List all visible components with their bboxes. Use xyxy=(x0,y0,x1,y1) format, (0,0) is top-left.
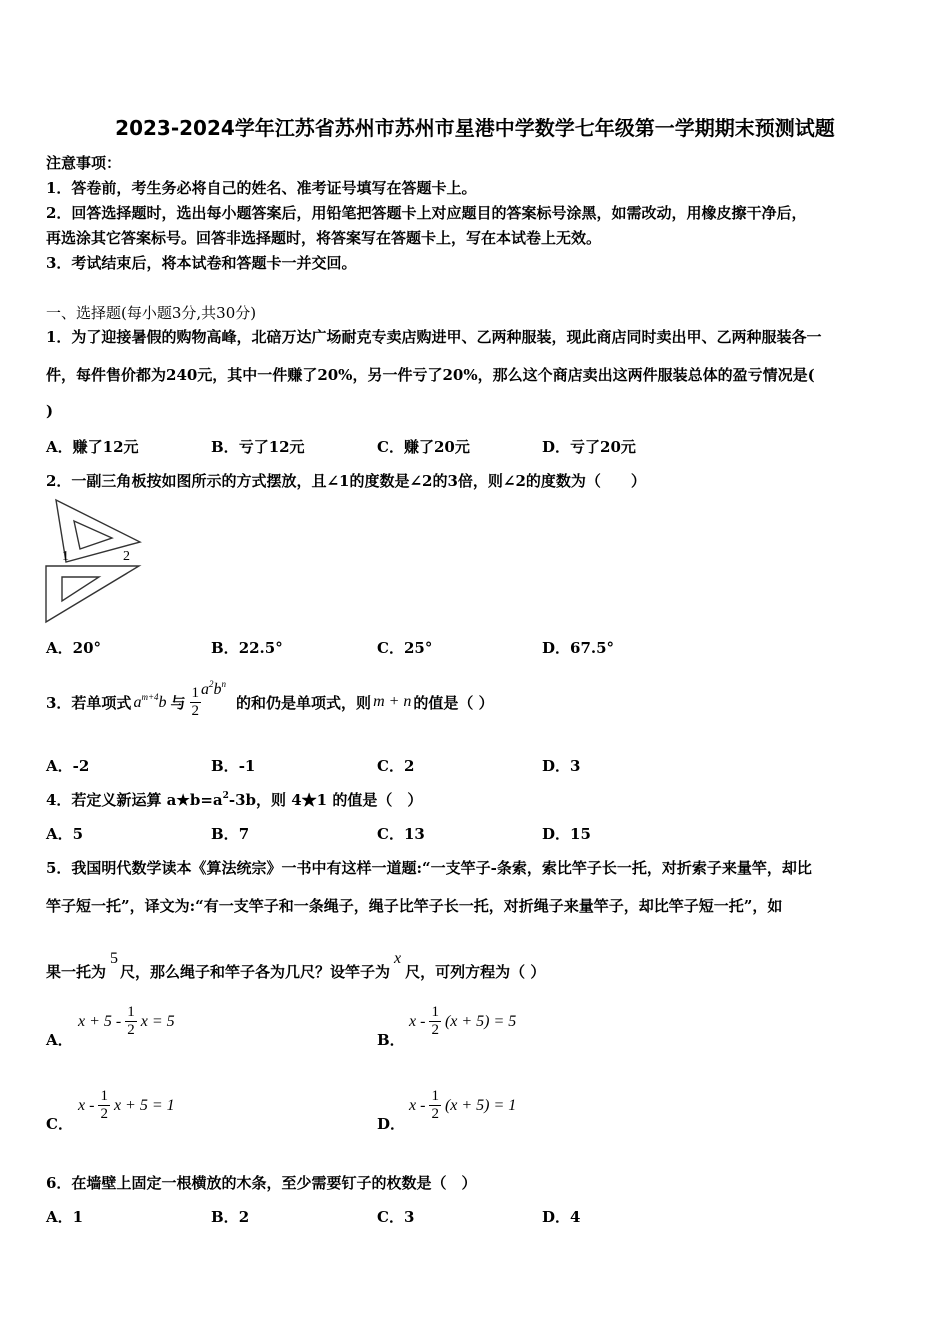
eq-part: x - xyxy=(409,1096,426,1114)
q1-option-b xyxy=(211,436,305,457)
q5-line: 竿子短一托”，译文为:“有一支竿子和一条绳子，绳子比竿子长一托，对折绳子来量竿子，却比竿子短一托”，如 xyxy=(46,897,783,915)
option-label: A． xyxy=(46,757,73,775)
numerator: 1 xyxy=(431,1088,439,1104)
q5-text: 尺，那么绳子和竿子各为几尺？设竿子为 xyxy=(120,963,391,981)
option-label: C． xyxy=(377,639,404,657)
q2-option-d xyxy=(542,637,614,658)
option-text: 67.5° xyxy=(570,639,615,657)
option-label: B． xyxy=(211,825,239,843)
q4-option-c xyxy=(377,823,425,844)
q3-option-d xyxy=(542,755,580,776)
q1-option-a xyxy=(46,436,139,457)
q3-option-a xyxy=(46,755,89,776)
option-label: B． xyxy=(211,438,239,456)
option-label: D． xyxy=(542,639,571,657)
q5-option-d-equation xyxy=(409,1088,516,1123)
eq-part: (x + 5) = 5 xyxy=(444,1012,517,1030)
q4-option-b xyxy=(211,823,249,844)
option-label: D． xyxy=(542,1208,571,1226)
q4-stem-a: 4．若定义新运算 a★b=a xyxy=(46,791,223,809)
q6-option-b xyxy=(211,1206,249,1227)
var-b: b xyxy=(158,694,167,711)
lower-triangle-inner xyxy=(62,577,99,601)
notice-heading: 注意事项： xyxy=(46,154,122,172)
option-label: A． xyxy=(46,438,73,456)
q5-line-3 xyxy=(46,942,545,982)
eq-fraction xyxy=(125,1004,137,1039)
q5-line: 5．我国明代数学读本《算法统宗》一书中有这样一道题:“一支竿子-条索，索比竿子长一托，对折索子来量竿，却比 xyxy=(46,859,812,877)
denominator: 2 xyxy=(191,702,200,719)
option-label: A． xyxy=(46,825,73,843)
q3-suffix-2: 的值是（ ） xyxy=(413,693,494,712)
numerator: 1 xyxy=(191,684,200,701)
q3-option-c xyxy=(377,755,414,776)
option-label: D． xyxy=(542,757,571,775)
q3-prefix: 3．若单项式 xyxy=(46,693,132,712)
option-text: 亏了20元 xyxy=(570,438,636,456)
option-text: 25° xyxy=(403,639,433,657)
option-label: B． xyxy=(211,639,239,657)
option-text: -2 xyxy=(72,757,90,775)
lower-triangle-outer xyxy=(46,566,139,622)
q5-option-a-equation xyxy=(78,1004,175,1039)
option-label: B． xyxy=(211,1208,239,1226)
var-b: b xyxy=(213,681,222,698)
eq-part: x - xyxy=(409,1012,426,1030)
eq-part: x + 5 = 1 xyxy=(113,1096,175,1114)
var-a: a xyxy=(201,681,210,698)
eq-part: x - xyxy=(78,1096,95,1114)
q2-option-a xyxy=(46,637,101,658)
option-label: A． xyxy=(46,639,73,657)
q3-option-b xyxy=(211,755,255,776)
option-text: 2 xyxy=(403,757,415,775)
q5-variable: x xyxy=(394,950,402,967)
q6-option-d xyxy=(542,1206,580,1227)
q6-stem: 6．在墙壁上固定一根横放的木条，至少需要钉子的枚数是（ ） xyxy=(46,1174,477,1192)
q5-option-d-label: D． xyxy=(377,1115,406,1133)
notice-item: 3．考试结束后，将本试卷和答题卡一并交回。 xyxy=(46,254,357,272)
eq-part: x = 5 xyxy=(140,1012,175,1030)
q5-option-c-equation xyxy=(78,1088,175,1123)
q3-mid: 与 xyxy=(170,693,186,712)
option-text: 7 xyxy=(238,825,250,843)
angle-1-label: 1 xyxy=(62,549,69,564)
numerator: 1 xyxy=(100,1088,108,1104)
option-text: 赚了20元 xyxy=(403,438,470,456)
q1-line: 件，每件售价都为240元，其中一件赚了20%，另一件亏了20%，那么这个商店卖出这两件服装总体的盈亏情况是( xyxy=(46,366,815,384)
q5-option-c-label: C． xyxy=(46,1115,73,1133)
option-text: 13 xyxy=(403,825,425,843)
q1-line: 1．为了迎接暑假的购物高峰，北碚万达广场耐克专卖店购进甲、乙两种服装，现此商店同时卖出甲、乙两种服装各一 xyxy=(46,328,822,346)
q2-stem: 2．一副三角板按如图所示的方式摆放，且∠1的度数是∠2的3倍，则∠2的度数为（ ） xyxy=(46,472,646,490)
exponent: 2 xyxy=(209,679,214,689)
q4-option-a xyxy=(46,823,83,844)
notice-item: 2．回答选择题时，选出每小题答案后，用铅笔把答题卡上对应题目的答案标号涂黑，如需改动，用橡皮擦干净后， xyxy=(46,204,807,222)
q6-option-a xyxy=(46,1206,83,1227)
option-label: D． xyxy=(542,825,571,843)
q4-option-d xyxy=(542,823,591,844)
q5-number: 5 xyxy=(110,950,119,967)
denominator: 2 xyxy=(127,1022,135,1038)
q1-option-c xyxy=(377,436,470,457)
q4-superscript: 2 xyxy=(222,791,229,801)
denominator: 2 xyxy=(431,1106,439,1122)
q3-monomial-1 xyxy=(133,692,166,712)
eq-fraction xyxy=(429,1088,441,1123)
option-text: 20° xyxy=(72,639,102,657)
eq-part: x + 5 - xyxy=(78,1012,122,1030)
denominator: 2 xyxy=(100,1106,108,1122)
eq-fraction xyxy=(429,1004,441,1039)
q5-text: 果一托为 xyxy=(46,963,107,981)
option-text: 5 xyxy=(72,825,84,843)
exponent: n xyxy=(221,679,227,689)
q2-option-b xyxy=(211,637,283,658)
option-label: C． xyxy=(377,1208,404,1226)
option-text: 2 xyxy=(238,1208,250,1226)
option-text: 15 xyxy=(570,825,591,843)
option-label: C． xyxy=(377,825,404,843)
option-text: 3 xyxy=(403,1208,415,1226)
denominator: 2 xyxy=(431,1022,439,1038)
q3-stem xyxy=(46,670,494,734)
option-label: C． xyxy=(377,438,404,456)
numerator: 1 xyxy=(127,1004,135,1020)
q5-option-b-equation xyxy=(409,1004,516,1039)
option-text: 赚了12元 xyxy=(72,438,139,456)
q3-fraction xyxy=(190,685,202,720)
q4-stem-b: -3b，则 4★1 的值是（ ） xyxy=(228,791,423,809)
q5-option-a-label: A． xyxy=(46,1031,73,1049)
q4-stem xyxy=(46,789,422,810)
angle-2-label: 2 xyxy=(123,549,130,564)
var-a: a xyxy=(133,694,142,711)
option-label: C． xyxy=(377,757,404,775)
option-label: B． xyxy=(211,757,239,775)
exponent: m+4 xyxy=(141,692,159,702)
option-label: D． xyxy=(542,438,571,456)
q1-option-d xyxy=(542,436,636,457)
option-text: 3 xyxy=(570,757,581,775)
set-squares-figure xyxy=(40,495,150,627)
option-text: 1 xyxy=(72,1208,84,1226)
q3-suffix-1: 的和仍是单项式，则 xyxy=(236,693,372,712)
section-heading: 一、选择题(每小题3分,共30分) xyxy=(46,304,257,322)
option-label: A． xyxy=(46,1208,73,1226)
option-text: 4 xyxy=(570,1208,581,1226)
option-text: 22.5° xyxy=(238,639,283,657)
q6-option-c xyxy=(377,1206,414,1227)
eq-part: (x + 5) = 1 xyxy=(444,1096,517,1114)
q1-line: ) xyxy=(46,402,54,420)
q3-monomial-2 xyxy=(201,679,226,699)
q5-text: 尺，可列方程为（ ） xyxy=(405,963,546,981)
eq-fraction xyxy=(98,1088,110,1123)
notice-item: 再选涂其它答案标号。回答非选择题时，将答案写在答题卡上，写在本试卷上无效。 xyxy=(46,229,602,247)
notice-item: 1．答卷前，考生务必将自己的姓名、准考证号填写在答题卡上。 xyxy=(46,179,477,197)
q3-expression: m + n xyxy=(373,693,412,710)
q5-option-b-label: B． xyxy=(377,1031,405,1049)
q2-option-c xyxy=(377,637,432,658)
numerator: 1 xyxy=(431,1004,439,1020)
option-text: -1 xyxy=(238,757,256,775)
page-title: 2023-2024学年江苏省苏州市苏州市星港中学数学七年级第一学期期末预测试题 xyxy=(115,116,835,140)
option-text: 亏了12元 xyxy=(238,438,305,456)
